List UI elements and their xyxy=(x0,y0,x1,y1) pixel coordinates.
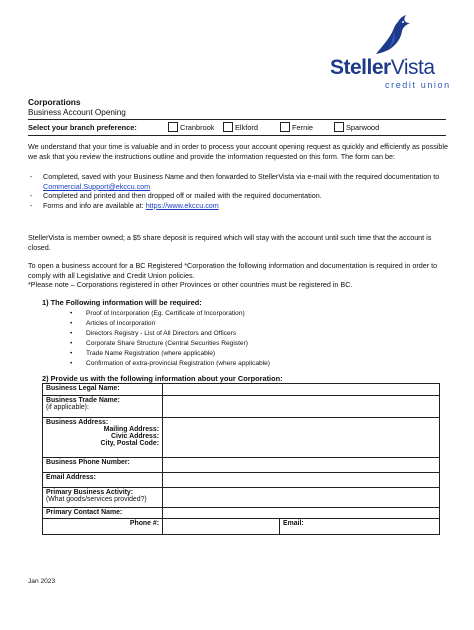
brand-name: StellerVista xyxy=(330,56,435,79)
email-field[interactable] xyxy=(163,473,440,488)
branch-label: Select your branch preference: xyxy=(28,123,137,132)
divider xyxy=(28,119,446,120)
required-documents-list xyxy=(70,309,270,369)
list-item: - Completed, saved with your Business Name and then forwarded to StellerVista via e-mail with the required documentation to Commercial.Support@ekccu.com xyxy=(30,172,440,191)
contact-phone-field[interactable] xyxy=(163,519,280,535)
requirements-paragraph: To open a business account for a BC Registered *Corporation the following information and documentation is required in order to comply with all Legislative and Credit Union policies. *Please note – Corporations registered in other Provinces or other countries must be registered in BC. xyxy=(28,261,438,290)
brand-tagline: credit union xyxy=(385,80,451,90)
activity-label: Primary Business Activity: (What goods/services provided?) xyxy=(43,488,163,508)
contact-label: Primary Contact Name: xyxy=(43,508,163,519)
contact-field[interactable] xyxy=(163,508,440,519)
checkbox[interactable] xyxy=(334,122,344,132)
branch-option-sparwood[interactable]: Sparwood xyxy=(334,122,379,132)
list-item: - Completed and printed and then dropped off or mailed with the required documentation. xyxy=(30,191,322,201)
branch-option-cranbrook[interactable]: Cranbrook xyxy=(168,122,215,132)
checkbox[interactable] xyxy=(280,122,290,132)
submission-options-list xyxy=(30,172,440,210)
activity-field[interactable] xyxy=(163,488,440,508)
trade-name-field[interactable] xyxy=(163,396,440,418)
branch-selector xyxy=(28,122,446,134)
footer-date: Jan 2023 xyxy=(28,578,56,585)
contact-phone-label: Phone #: xyxy=(43,519,163,535)
contact-email-cell[interactable] xyxy=(280,519,440,535)
list-item: • Confirmation of extra-provincial Registration (where applicable) xyxy=(70,360,270,367)
steller-jay-logo-icon xyxy=(370,14,414,58)
phone-label: Business Phone Number: xyxy=(43,458,163,473)
support-email-link[interactable]: Commercial.Support@ekccu.com xyxy=(43,181,151,191)
trade-name-label: Business Trade Name: (if applicable): xyxy=(43,396,163,418)
list-item: • Corporate Share Structure (Central Securities Register) xyxy=(70,340,248,347)
page-title: Corporations xyxy=(28,97,81,107)
section-1-heading: 1) The Following information will be required: xyxy=(42,298,202,307)
checkbox[interactable] xyxy=(223,122,233,132)
list-item: • Trade Name Registration (where applicable) xyxy=(70,350,216,357)
email-label: Email Address: xyxy=(43,473,163,488)
address-field[interactable] xyxy=(163,418,440,458)
phone-field[interactable] xyxy=(163,458,440,473)
contact-email-label: Email: xyxy=(283,520,304,527)
list-item: • Articles of Incorporation xyxy=(70,320,156,327)
share-deposit-paragraph: StellerVista is member owned; a $5 share deposit is required which will stay with the account until such time that the account is closed. xyxy=(28,233,432,252)
section-2-heading: 2) Provide us with the following information about your Corporation: xyxy=(42,374,283,383)
divider xyxy=(28,135,446,136)
branch-option-elkford[interactable]: Elkford xyxy=(223,122,258,132)
page-subtitle: Business Account Opening xyxy=(28,108,126,117)
legal-name-field[interactable] xyxy=(163,384,440,396)
checkbox[interactable] xyxy=(168,122,178,132)
intro-paragraph: We understand that your time is valuable and in order to process your account opening request as quickly and efficiently as possible we ask that you review the instructions outline and provide the information requested on this form. The form can be: xyxy=(28,142,448,161)
branch-option-fernie[interactable]: Fernie xyxy=(280,122,313,132)
address-label: Business Address: Mailing Address: Civic Address: City, Postal Code: xyxy=(43,418,163,458)
corporation-info-form xyxy=(42,383,440,535)
list-item: • Proof of Incorporation (Eg. Certificate of Incorporation) xyxy=(70,310,245,317)
list-item: - Forms and info are available at: https://www.ekccu.com xyxy=(30,200,219,210)
list-item: • Directors Registry - List of All Directors and Officers xyxy=(70,330,237,337)
website-link[interactable]: https://www.ekccu.com xyxy=(145,200,219,210)
legal-name-label: Business Legal Name: xyxy=(43,384,163,396)
